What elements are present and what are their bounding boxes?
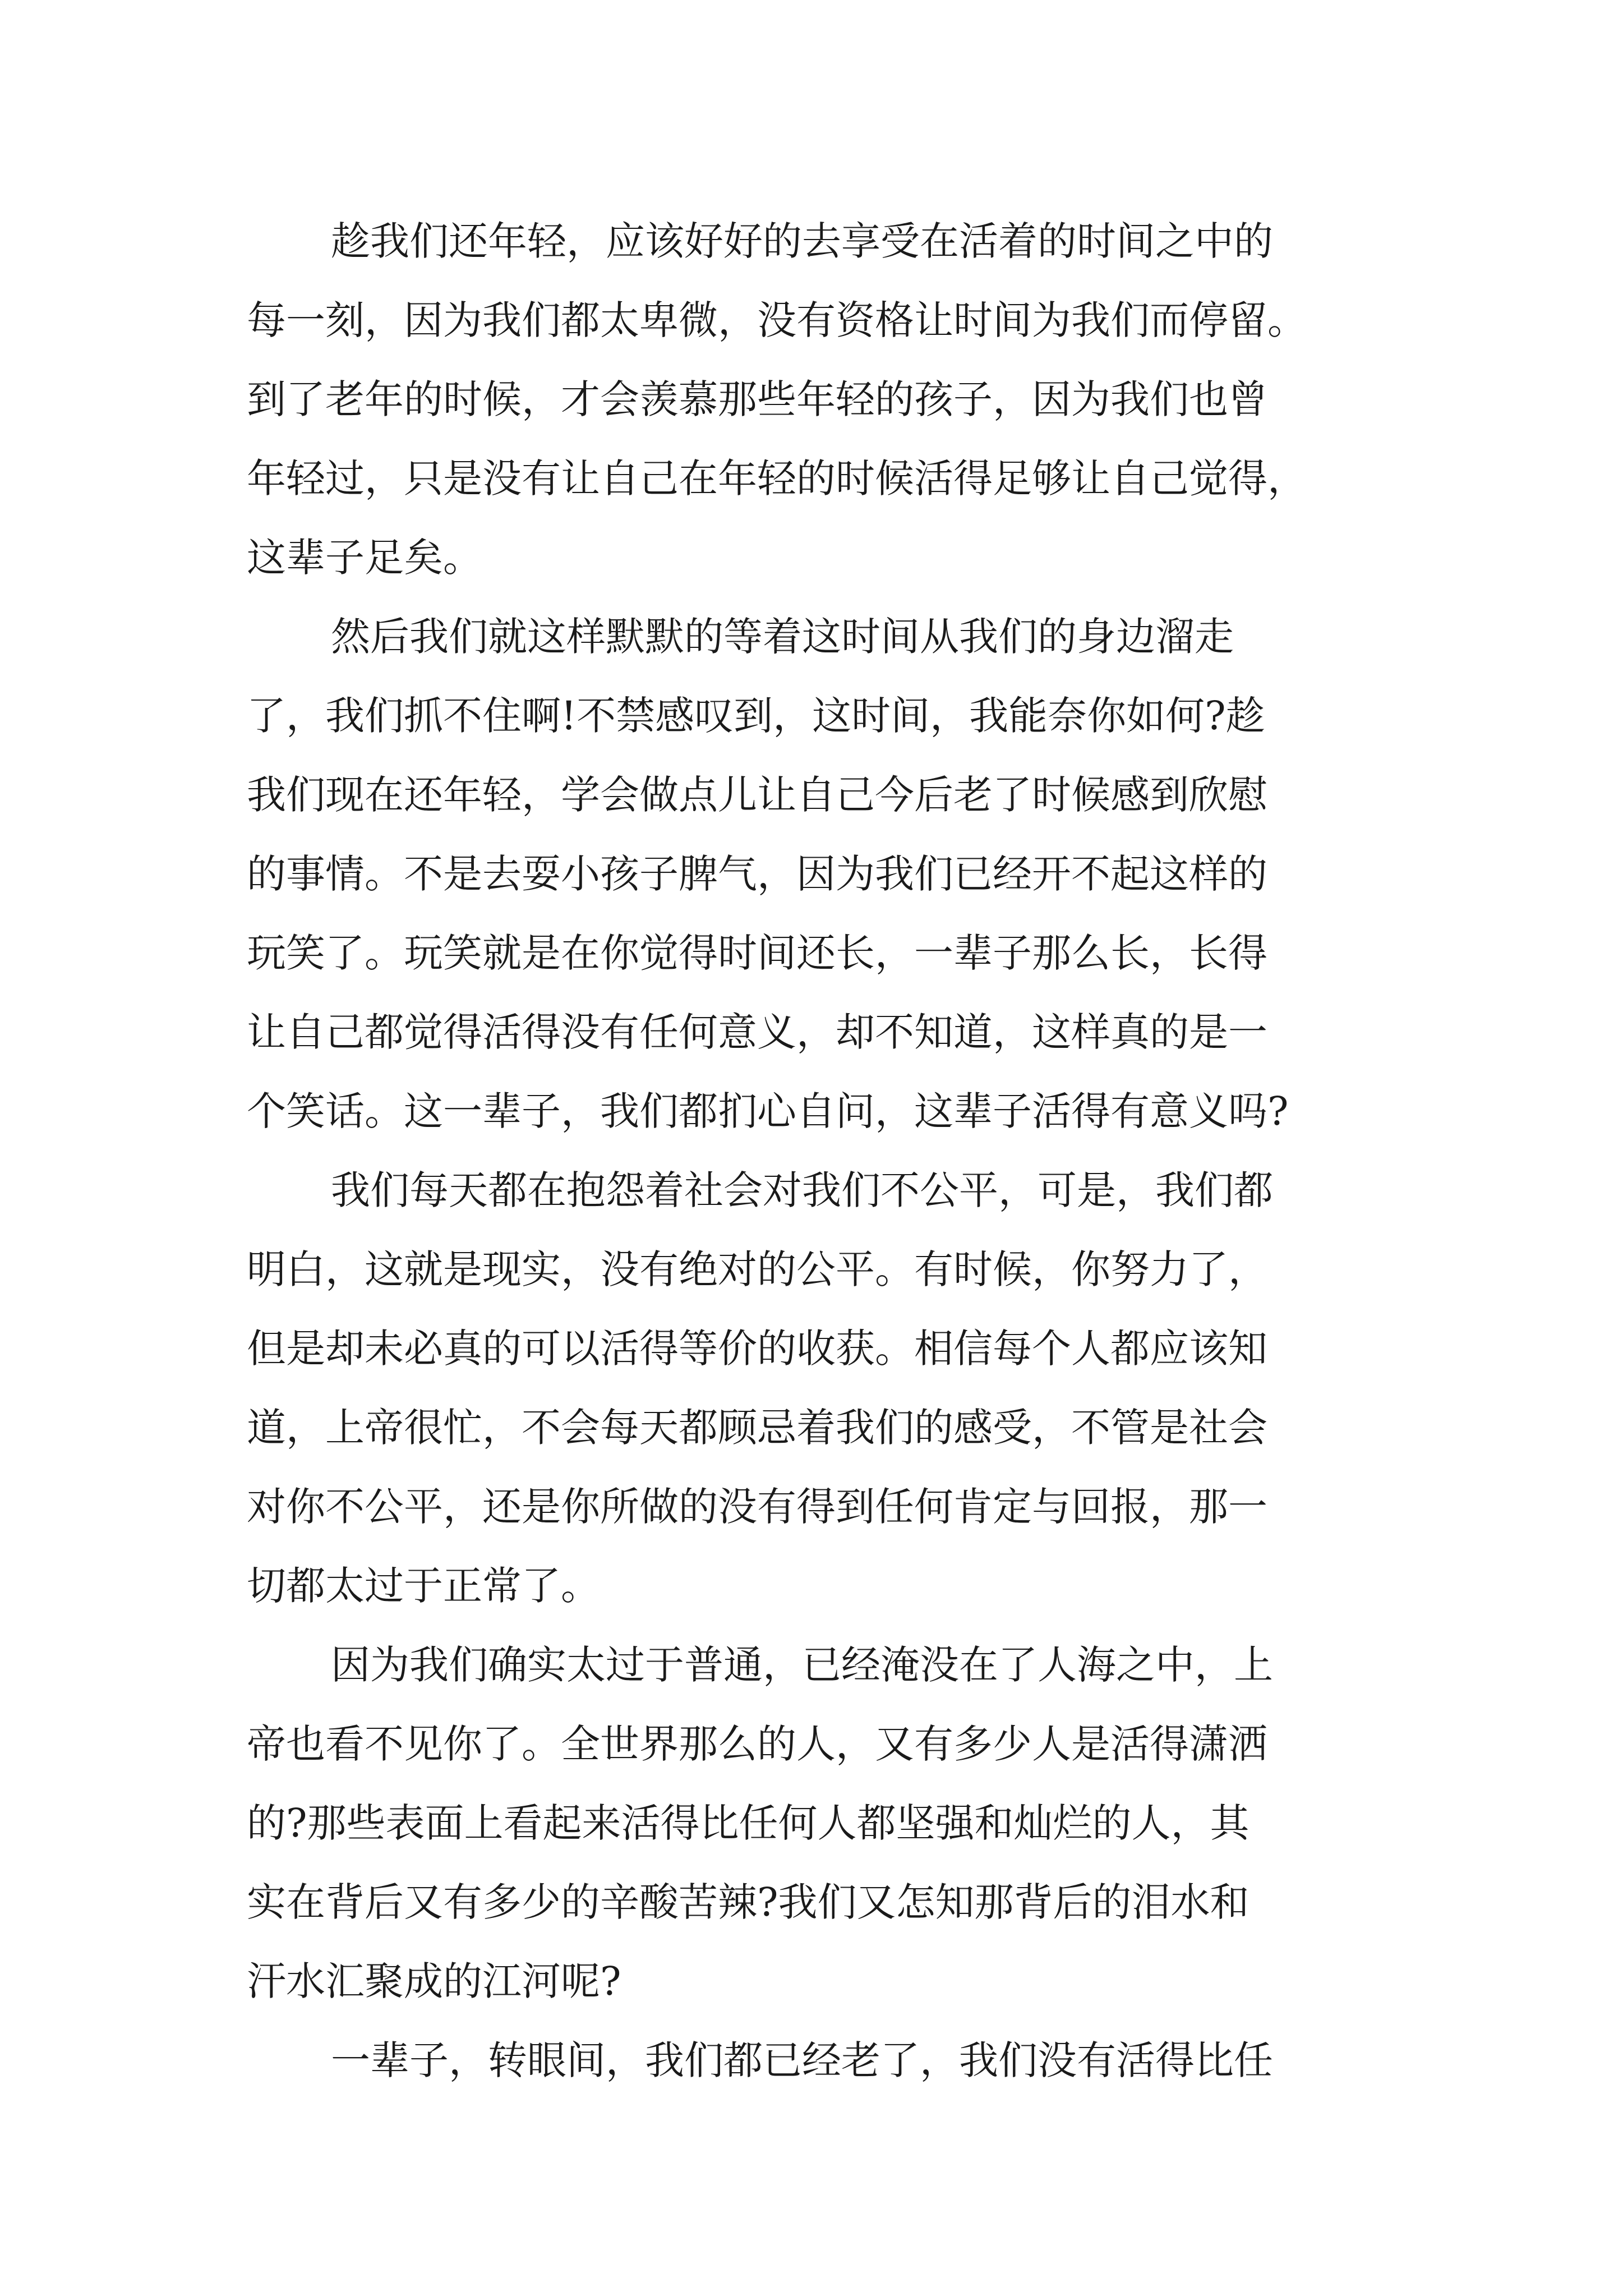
text-line: 汗水汇聚成的江河呢?	[247, 1958, 621, 2004]
text-line: 让自己都觉得活得没有任何意义，却不知道，这样真的是一	[247, 1009, 1267, 1055]
text-line: 一辈子，转眼间，我们都已经老了，我们没有活得比任	[331, 2037, 1273, 2083]
text-line: 这辈子足矣。	[247, 535, 482, 581]
text-line: 年轻过，只是没有让自己在年轻的时候活得足够让自己觉得，	[247, 455, 1307, 501]
text-line: 对你不公平，还是你所做的没有得到任何肯定与回报，那一	[247, 1484, 1267, 1530]
text-line: 但是却未必真的可以活得等价的收获。相信每个人都应该知	[247, 1326, 1267, 1372]
text-line: 然后我们就这样默默的等着这时间从我们的身边溜走	[331, 614, 1234, 660]
text-line: 玩笑了。玩笑就是在你觉得时间还长，一辈子那么长，长得	[247, 930, 1267, 976]
text-line: 切都太过于正常了。	[247, 1563, 600, 1609]
document-body	[247, 202, 1385, 2100]
text-line: 了，我们抓不住啊!不禁感叹到，这时间，我能奈你如何?趁	[247, 693, 1265, 739]
text-line: 的事情。不是去耍小孩子脾气，因为我们已经开不起这样的	[247, 851, 1267, 897]
text-line: 因为我们确实太过于普通，已经淹没在了人海之中，上	[331, 1642, 1273, 1688]
text-line: 个笑话。这一辈子，我们都扪心自问，这辈子活得有意义吗?	[247, 1088, 1289, 1134]
text-line: 明白，这就是现实，没有绝对的公平。有时候，你努力了，	[247, 1246, 1267, 1292]
text-line: 实在背后又有多少的辛酸苦辣?我们又怎知那背后的泪水和	[247, 1879, 1249, 1925]
text-line: 我们现在还年轻，学会做点儿让自己今后老了时候感到欣慰	[247, 772, 1267, 818]
text-line: 帝也看不见你了。全世界那么的人，又有多少人是活得潇洒	[247, 1721, 1267, 1767]
text-line: 我们每天都在抱怨着社会对我们不公平，可是，我们都	[331, 1167, 1273, 1213]
text-line: 道，上帝很忙，不会每天都顾忌着我们的感受，不管是社会	[247, 1405, 1267, 1451]
text-line: 的?那些表面上看起来活得比任何人都坚强和灿烂的人，其	[247, 1800, 1249, 1846]
text-line: 趁我们还年轻，应该好好的去享受在活着的时间之中的	[331, 218, 1273, 264]
text-line: 每一刻，因为我们都太卑微，没有资格让时间为我们而停留。	[247, 297, 1307, 343]
text-line: 到了老年的时候，才会羡慕那些年轻的孩子，因为我们也曾	[247, 376, 1267, 422]
